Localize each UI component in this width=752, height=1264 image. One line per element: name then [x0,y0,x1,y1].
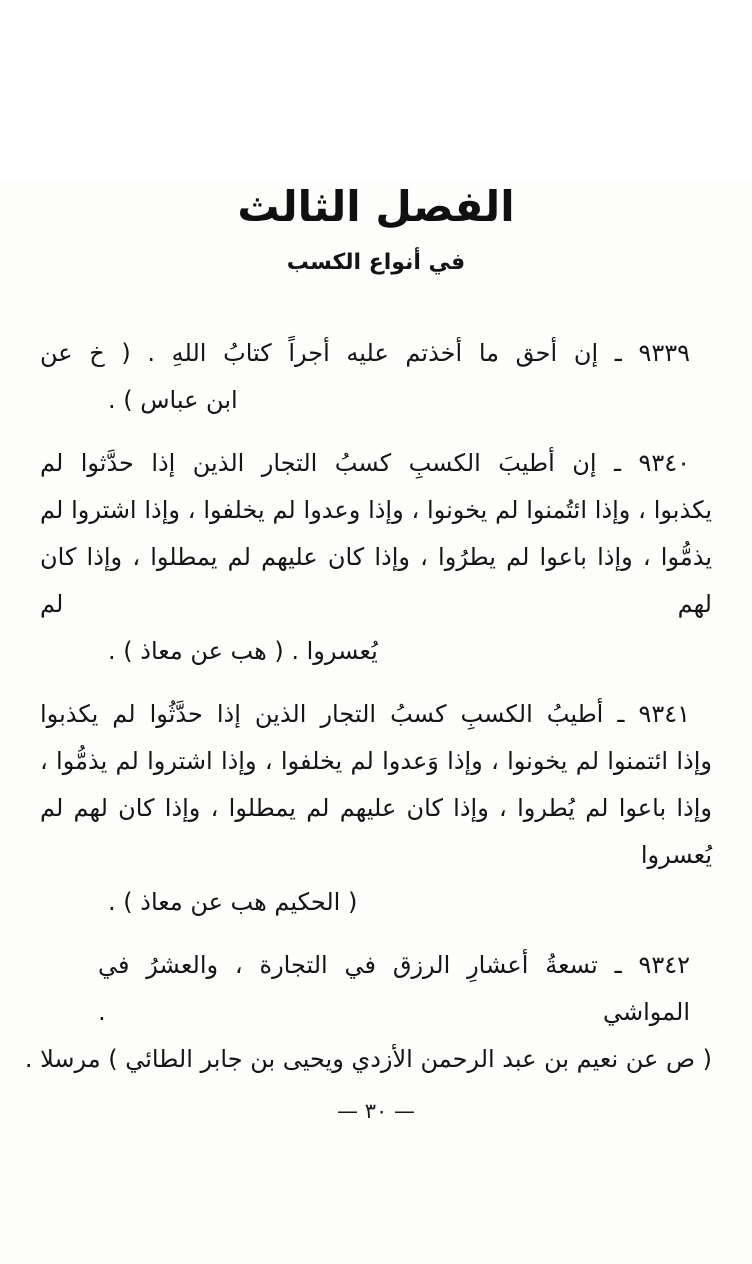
hadith-entry-9342 [24,942,712,1083]
hadith-source-line [40,879,712,926]
hadith-source-line [40,377,712,424]
page-number: — ٣٠ — [337,1099,415,1123]
hadith-entry-9341 [40,691,712,926]
chapter-title: الفصل الثالث [237,182,515,231]
hadith-source-line [40,628,712,675]
hadith-line: ٩٣٤١ ـ أطيبُ الكسبِ كسبُ التجار الذين إذا حدَّثُوا لم يكذبوا [40,700,690,728]
hadith-source-line [24,1036,712,1083]
hadith-line: ٩٣٤٢ ـ تسعةُ أعشارِ الرزق في التجارة ، والعشرُ في المواشي . [98,951,690,1026]
hadith-source-text: يُعسروا . ( هب عن معاذ ) . [108,637,378,665]
chapter-subtitle: في أنواع الكسب [286,250,466,275]
hadith-line: وإذا ائتمنوا لم يخونوا ، وإذا وَعدوا لم يخلفوا ، وإذا اشتروا لم يذمُّوا ، [40,747,712,775]
hadith-line: يكذبوا ، وإذا ائتُمنوا لم يخونوا ، وإذا وعدوا لم يخلفوا ، وإذا اشتروا لم [40,496,712,524]
hadith-entries [24,330,712,1083]
hadith-source-text: ( الحكيم هب عن معاذ ) . [108,888,358,916]
hadith-line: ٩٣٣٩ ـ إن أحق ما أخذتم عليه أجراً كتابُ اللهِ . ( خ عن [40,339,690,367]
hadith-entry-9339 [40,330,712,424]
hadith-line: يذمُّوا ، وإذا باعوا لم يطرُوا ، وإذا كان عليهم لم يمطلوا ، وإذا كان لهم لم [40,543,712,618]
hadith-source-text: ابن عباس ) . [108,386,238,414]
hadith-source-text: ( ص عن نعيم بن عبد الرحمن الأزدي ويحيى بن جابر الطائي ) مرسلا . [24,1045,712,1073]
book-page [0,182,752,1264]
hadith-line: ٩٣٤٠ ـ إن أطيبَ الكسبِ كسبُ التجار الذين إذا حدَّثوا لم [40,449,690,477]
hadith-entry-9340 [40,440,712,675]
hadith-line: وإذا باعوا لم يُطروا ، وإذا كان عليهم لم يمطلوا ، وإذا كان لهم لم يُعسروا [40,794,712,869]
